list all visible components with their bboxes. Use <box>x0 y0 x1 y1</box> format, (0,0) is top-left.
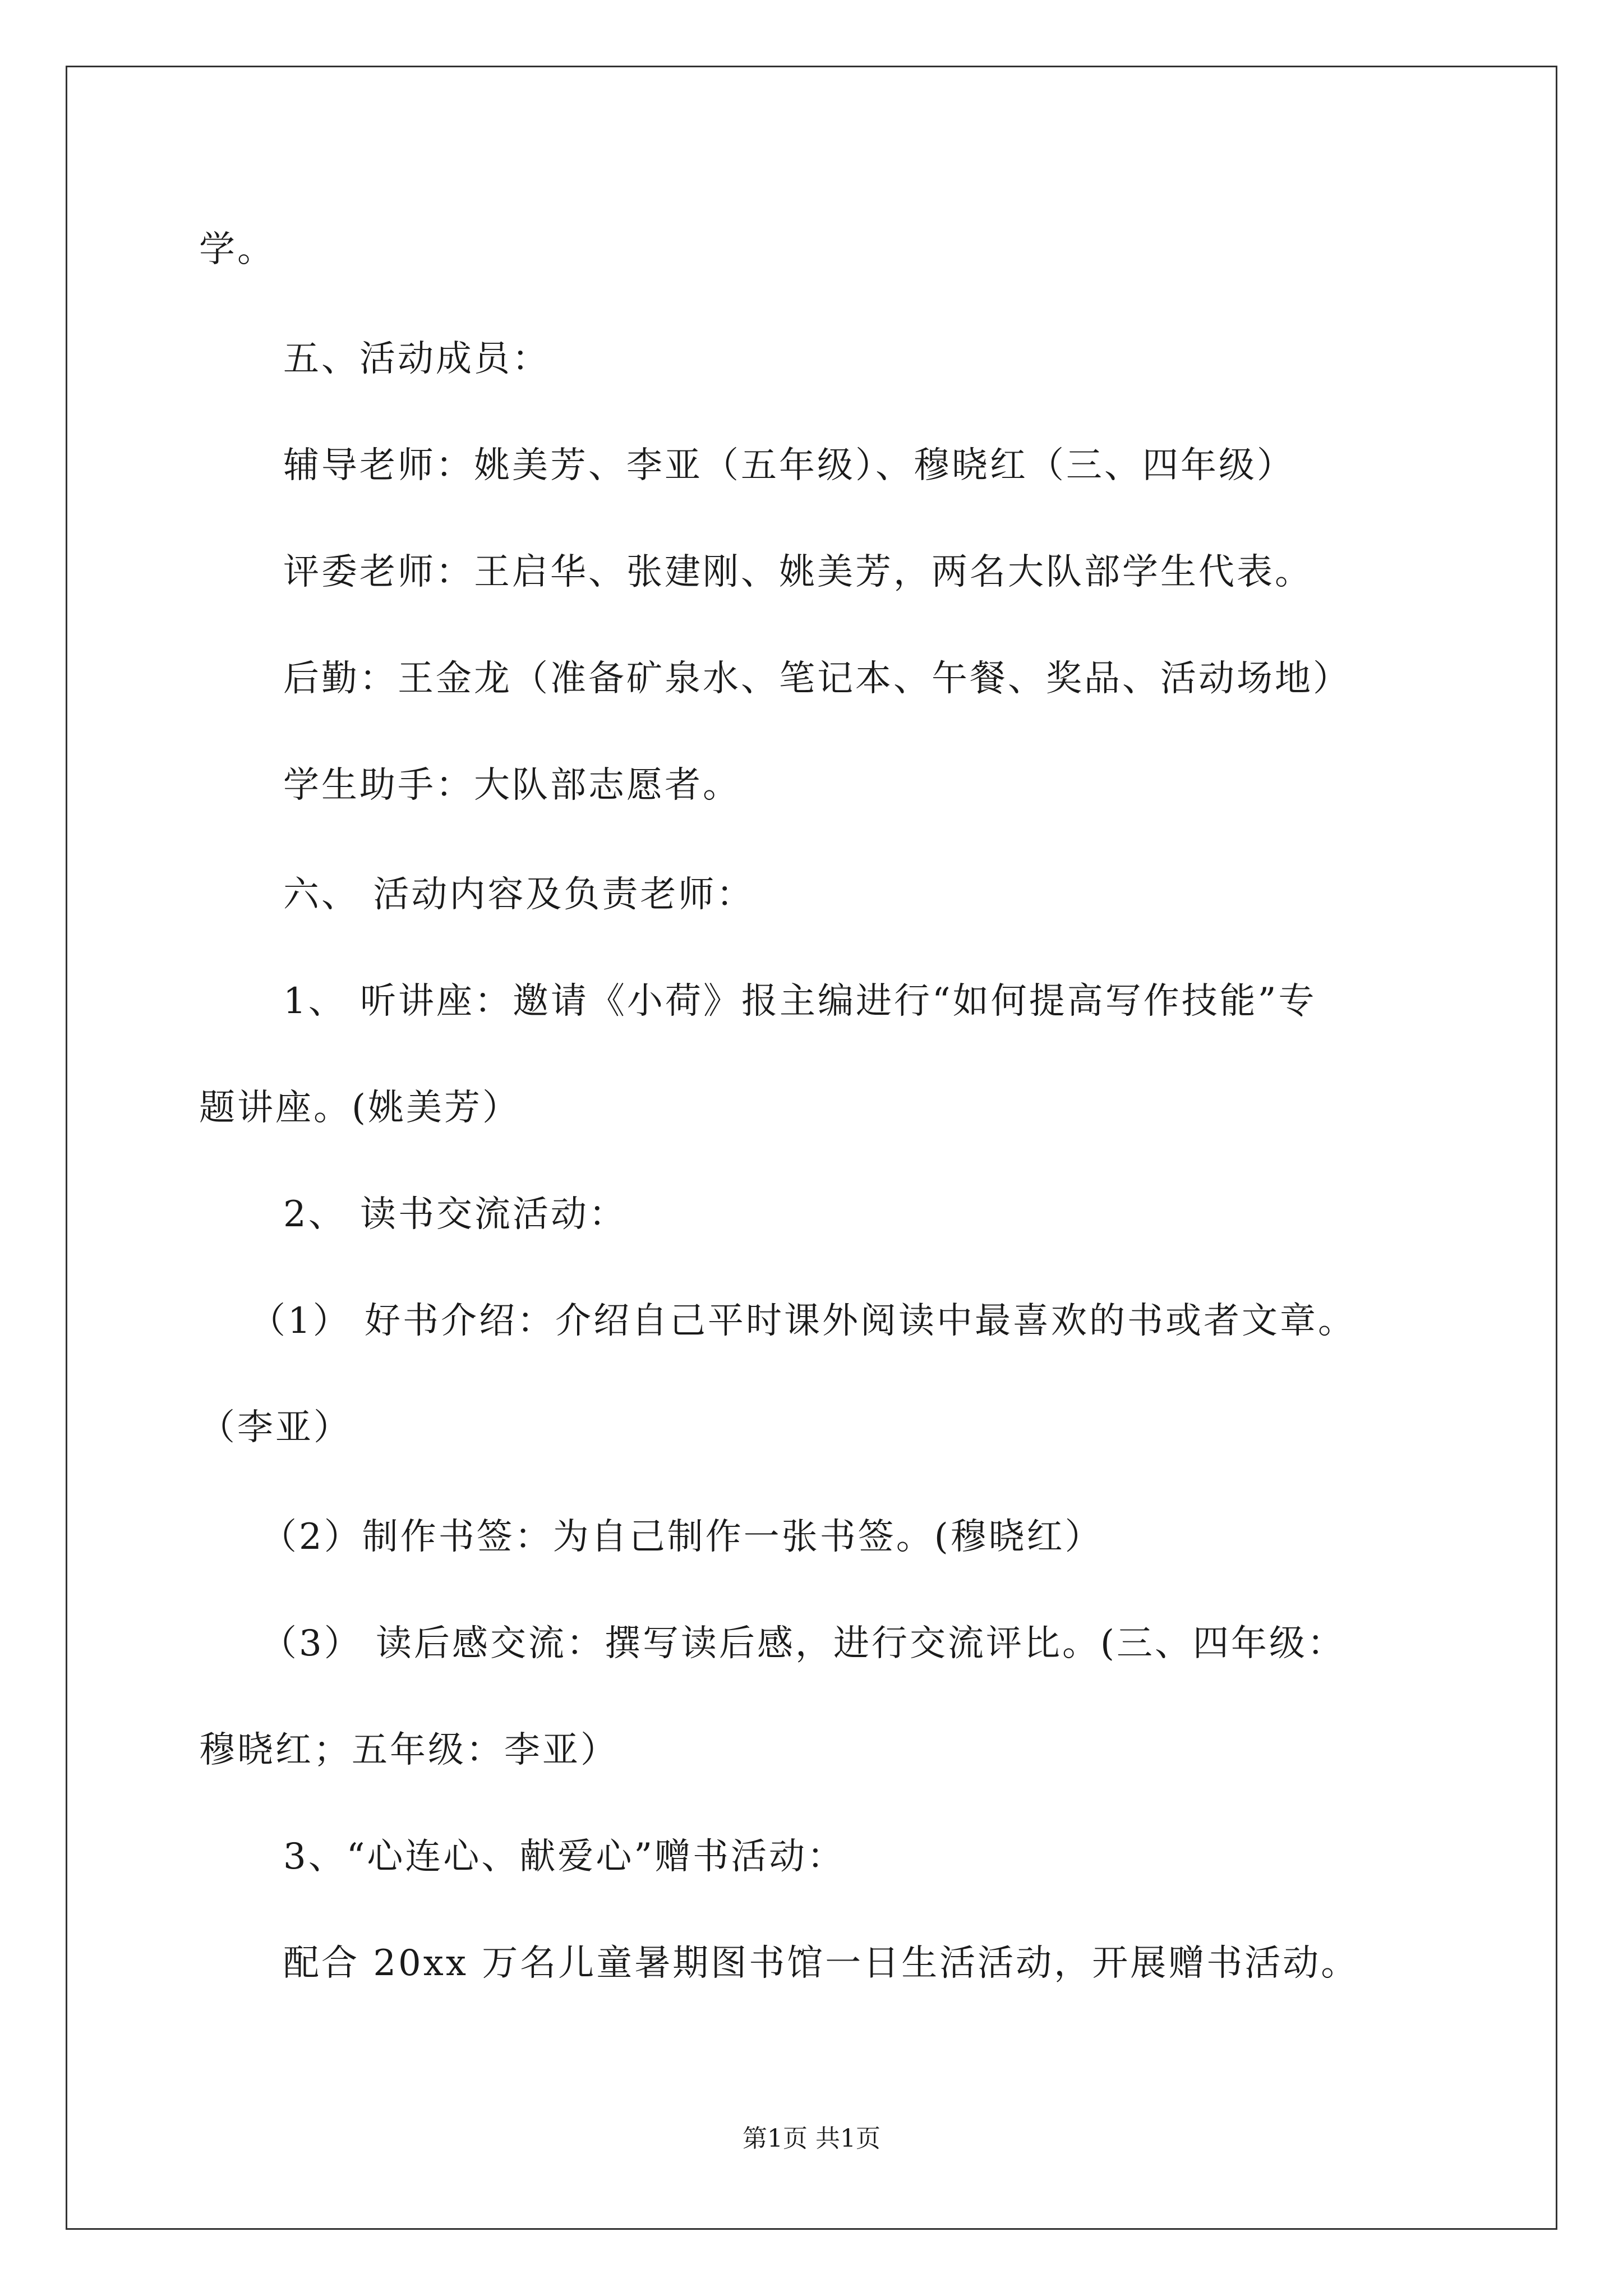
paragraph-line: （2）制作书签：为自己制作一张书签。(穆晓红） <box>261 1516 1103 1558</box>
paragraph-line: （1） 好书介绍：介绍自己平时课外阅读中最喜欢的书或者文章。 <box>250 1300 1357 1342</box>
paragraph-line: 2、 读书交流活动： <box>283 1194 628 1235</box>
paragraph-line: （3） 读后感交流：撰写读后感，进行交流评比。(三、四年级： <box>261 1623 1346 1664</box>
paragraph-line: 后勤：王金龙（准备矿泉水、笔记本、午餐、奖品、活动场地） <box>283 658 1351 700</box>
paragraph-line: （李亚） <box>199 1407 352 1448</box>
section-heading: 五、活动成员： <box>283 338 550 380</box>
page-border <box>66 66 1557 2230</box>
section-heading: 六、 活动内容及负责老师： <box>283 874 755 915</box>
page-footer: 第1页 共1页 <box>743 2124 880 2153</box>
paragraph-line: 学。 <box>199 229 275 270</box>
paragraph-line: 辅导老师：姚美芳、李亚（五年级）、穆晓红（三、四年级） <box>283 445 1295 486</box>
paragraph-line: 学生助手：大队部志愿者。 <box>283 765 741 806</box>
paragraph-line: 配合 20xx 万名儿童暑期图书馆一日生活活动，开展赠书活动。 <box>283 1943 1359 1984</box>
paragraph-line: 评委老师：王启华、张建刚、姚美芳，两名大队部学生代表。 <box>283 551 1313 593</box>
paragraph-line: 题讲座。(姚美芳） <box>199 1087 520 1129</box>
paragraph-line: 穆晓红；五年级：李亚） <box>199 1729 619 1771</box>
paragraph-line: 1、 听讲座：邀请《小荷》报主编进行“如何提高写作技能”专 <box>283 981 1317 1022</box>
paragraph-line: 3、“心连心、献爱心”赠书活动： <box>283 1836 846 1878</box>
